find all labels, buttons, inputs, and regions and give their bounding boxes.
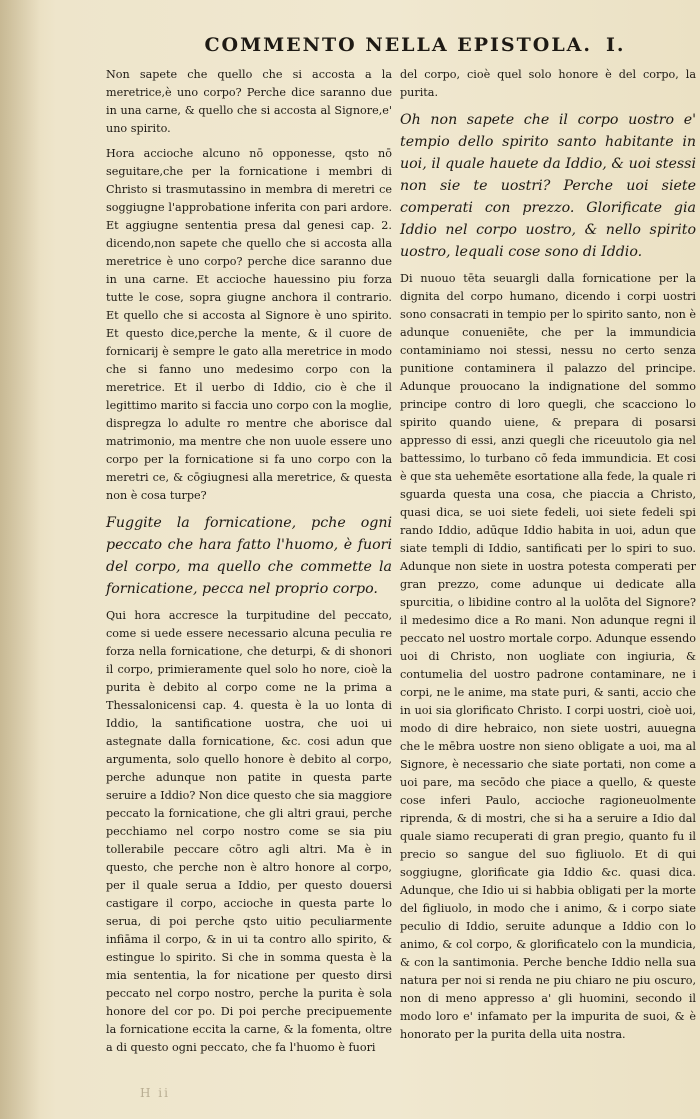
paragraph: Di nuouo tēta seuargli dalla fornicatione per la dignita del corpo humano, dicendo i corpi uostri sono consacrati in tempio per lo spirito santo, non è adunque conueniēte, che per la immundicia contaminiamo noi stessi, nessu no certo senza punitione contaminera il palazzo del principe. Adunque prouocano la indignatione del sommo principe contro di loro quegli, che scacciono lo spirito quando uiene, & prepara di posarsi appresso di essi, anzi quegli che riceuutolo gia nel battessimo, lo turbano cō feda immundicia. Et cosi è que sta uehemēte esortatione alla fede, la quale ri sguarda questa una cosa, che piaccia a Christo, quasi dica, se uoi siete fedeli, uoi siete fedeli spi rando Iddio, adūque Iddio habita in uoi, adun que siate templi di Iddio, santificati per lo spiri to suo. Adunque non siete in uostra potesta comperati per gran prezzo, come adunque ui dedicate alla spurcitia, o libidine contro al la uolōta del Signore? il medesimo dice a Ro mani. Non adunque regni il peccato nel uostro mortale corpo. Adunque essendo uoi di Christo, non uogliate con ingiuria, & contumelia del uostro padrone contaminare, ne i corpi, ne le anime, ma state puri, & santi, accio che in uoi sia glorificato Christo. I corpi uostri, cioè uoi, modo di dire hebraico, non siete uostri, auuegna che le mēbra uostre non sieno obligate a uoi, ma al Signore, è necessario che siate portati, non come a uoi pare, ma secōdo che piace a quello, & queste cose inferi Paulo, accioche ragioneuolmente riprenda, & di mostri, che si ha a seruire a Idio dal quale siamo recuperati di gran pregio, quanto fu il precio so sangue del suo figliuolo. Et di qui soggiugne, glorificate gia Iddio &c. quasi dica. Adunque, che Idio ui si habbia obligati per la morte del figliuolo, in modo che i animo, & i corpo siate peculio di Iddio, seruite adunque a Iddio con lo animo, & col corpo, & glorificatelo con la mundicia, & con la santimonia. Perche benche Iddio nella sua natura per noi si renda ne piu chiaro ne piu oscuro, non di meno appresso a' gli huomini, secondo il modo loro e' infamato per la impurita de suoi, & è honorato per la purita della uita nostra. <box>400 272 696 1041</box>
scripture-lemma: Fuggite la fornicatione, pche ogni peccato che hara fatto l'huomo, è fuori del corpo, ma quello che commette la fornicatione, pecca nel proprio corpo. <box>106 515 392 597</box>
folio-number: I. <box>606 34 626 56</box>
page-gutter-shadow <box>0 0 40 1119</box>
running-title: COMMENTO NELLA EPISTOLA. <box>204 34 593 56</box>
running-header <box>0 34 700 56</box>
paragraph: Non sapete che quello che si accosta a la meretrice,è uno corpo? Perche dice saranno due in una carne, & quello che si accosta al Signore,e' uno spirito. <box>106 68 392 135</box>
left-column <box>106 66 392 1064</box>
paragraph: del corpo, cioè quel solo honore è del corpo, la purita. <box>400 68 696 99</box>
scripture-lemma: Oh non sapete che il corpo uostro e' tempio dello spirito santo habitante in uoi, il quale hauete da Iddio, & uoi stessi non sie te uostri? Perche uoi siete comperati con prezzo. Glorificate gia Iddio nel corpo uostro, & nello spirito uostro, lequali cose sono di Iddio. <box>400 112 696 260</box>
right-column <box>400 66 696 1051</box>
paragraph: Hora accioche alcuno nō opponesse, qsto nō seguitare,che per la fornicatione i membri di Christo si trasmutassino in membra di meretri ce soggiugne l'approbatione inferita con pari ardore. Et aggiugne sententia presa dal genesi cap. 2. dicendo,non sapete che quello che si accosta alla meretrice è uno corpo? perche dice saranno due in una carne. Et accioche hauessino piu forza tutte le cose, sopra giugne anchora il contrario. Et quello che si accosta al Signore è uno spirito. Et questo dice,perche la mente, & il cuore de fornicarij è sempre le gato alla meretrice in modo che si fanno uno medesimo corpo con la meretrice. Et il uerbo di Iddio, cio è che il legittimo marito si faccia uno corpo con la moglie, dispregza lo adulte ro mentre che aborisce dal matrimonio, ma mentre che non uuole essere uno corpo per la fornicatione si fa uno corpo con la meretri ce, & cōgiugnesi alla meretrice, & questa non è cosa turpe? <box>106 147 392 502</box>
paragraph: Qui hora accresce la turpitudine del peccato, come si uede essere necessario alcuna peculia re forza nella fornicatione, che deturpi, & di shonori il corpo, primieramente quel solo ho nore, cioè la purita è debito al corpo come ne la prima a Thessalonicensi cap. 4. questa è la uo lonta di Iddio, la santificatione uostra, che uoi ui astegnate dalla fornicatione, &c. cosi adun que argumenta, solo quello honore è debito al corpo, perche adunque non patite in questa parte seruire a Iddio? Non dice questo che sia maggiore peccato la fornicatione, che gli altri graui, perche pecchiamo nel corpo nostro come se sia piu tollerabile peccare cōtro agli altri. Ma è in questo, che perche non è altro honore al corpo, per il quale serua a Iddio, per questo douersi castigare il corpo, accioche in questa parte lo serua, di poi perche qsto uitio peculiarmente infiāma il corpo, & in ui ta contro allo spirito, & estingue lo spirito. Si che in somma questa è la mia sententia, la for nicatione per questo dirsi peccato nel corpo nostro, perche la purita è sola honore del cor po. Di poi perche precipuemente la fornicatione eccita la carne, & la fomenta, oltre a di questo ogni peccato, che fa l'huomo è fuori <box>106 609 392 1054</box>
signature-mark: H ii <box>140 1086 170 1100</box>
